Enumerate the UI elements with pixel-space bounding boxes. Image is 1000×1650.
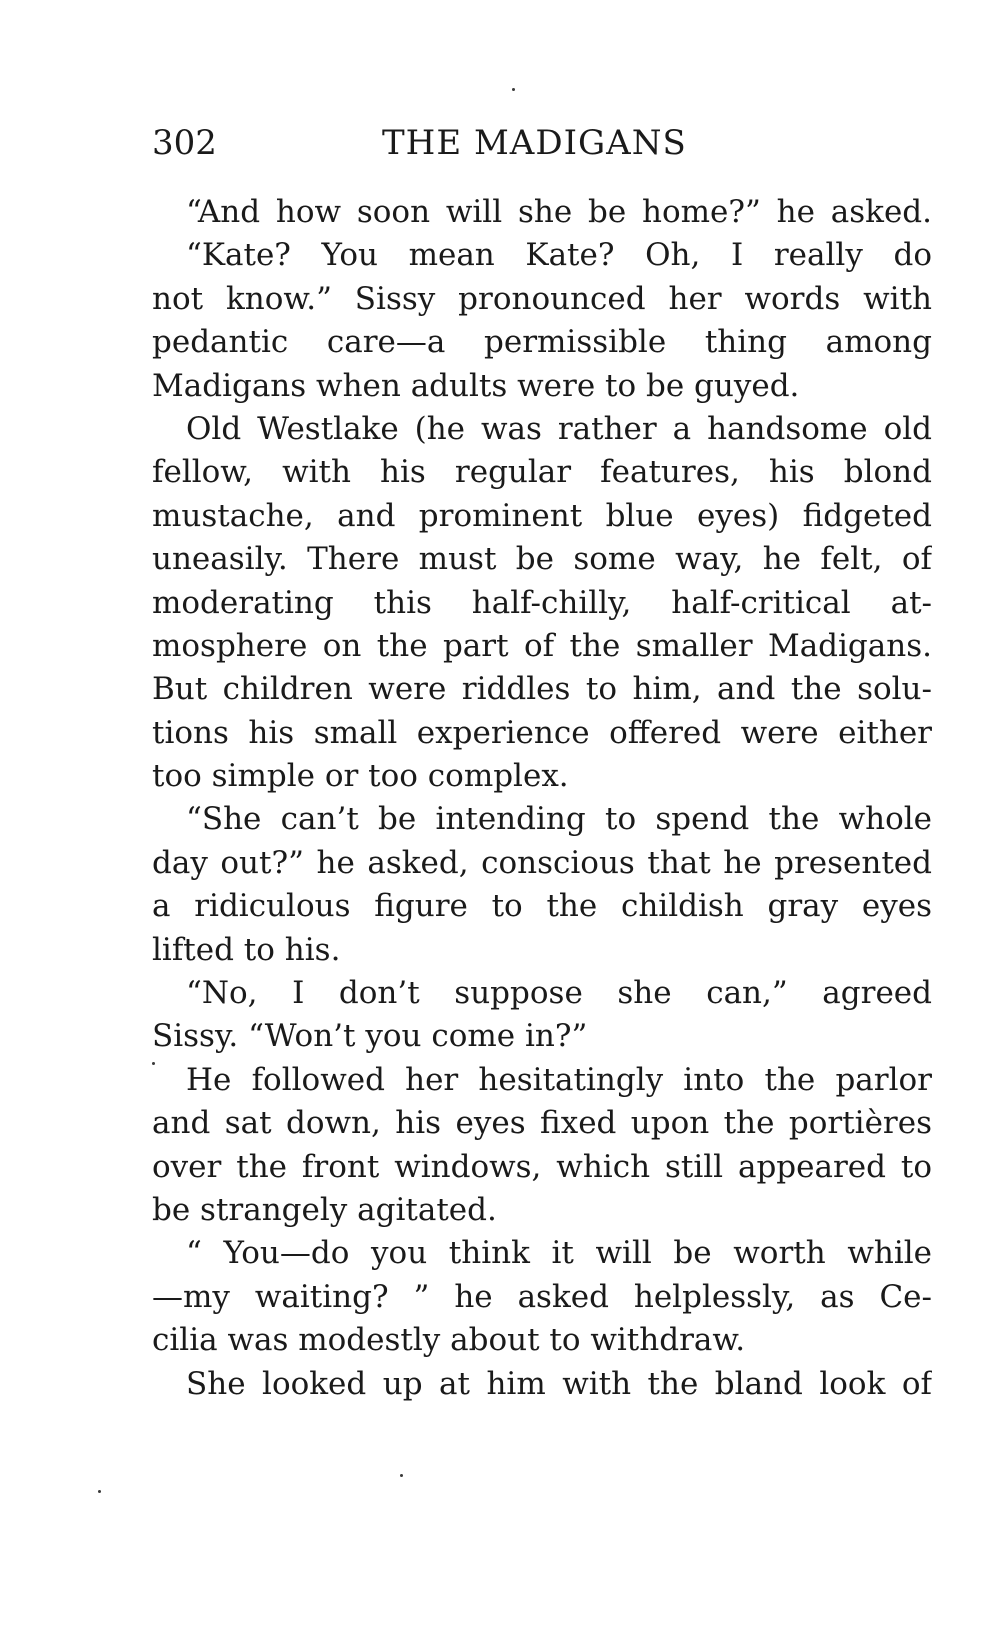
text-line: pedantic care—a permissible thing among [152,324,932,361]
text-line: She looked up at him with the bland look of [186,1365,932,1402]
text-line: cilia was modestly about to withdraw. [152,1322,746,1359]
text-line: too simple or too complex. [152,758,569,795]
page-number: 302 [152,123,217,163]
body-text [152,191,932,1406]
text-line: a ridiculous figure to the childish gray eyes [152,888,932,925]
text-line: He followed her hesitatingly into the parlor [186,1061,932,1098]
text-line: Sissy. “Won’t you come in?” [152,1018,588,1055]
text-line: “No, I don’t suppose she can,” agreed [186,975,932,1012]
running-title: THE MADIGANS [382,123,687,163]
text-line: mosphere on the part of the smaller Madigans. [152,627,932,664]
text-line: uneasily. There must be some way, he felt, of [152,541,932,578]
page-header [152,118,932,168]
paper-speck [400,1474,403,1477]
text-line: tions his small experience offered were either [152,714,932,751]
text-line: over the front windows, which still appeared to [152,1148,932,1185]
text-line: “She can’t be intending to spend the whole [186,801,932,838]
text-line: fellow, with his regular features, his blond [152,454,932,491]
paper-speck [512,88,515,91]
text-line: —my waiting? ” he asked helplessly, as Ce- [152,1278,932,1315]
paper-speck [152,1062,155,1065]
text-line: “Kate? You mean Kate? Oh, I really do [186,237,932,274]
text-line: mustache, and prominent blue eyes) fidgeted [152,497,932,534]
text-line: lifted to his. [152,931,341,968]
text-line: and sat down, his eyes fixed upon the portières [152,1105,932,1142]
text-line: moderating this half-chilly, half-critical at- [152,584,932,621]
paper-speck [98,1490,101,1493]
text-line: not know.” Sissy pronounced her words with [152,280,932,317]
text-line: be strangely agitated. [152,1191,497,1228]
text-line: Old Westlake (he was rather a handsome old [186,410,932,447]
text-line: day out?” he asked, conscious that he presented [152,844,932,881]
text-line: Madigans when adults were to be guyed. [152,367,800,404]
text-line: But children were riddles to him, and the solu- [152,671,932,708]
text-line: “And how soon will she be home?” he asked. [186,194,932,230]
text-line: “ You—do you think it will be worth while [186,1235,932,1272]
